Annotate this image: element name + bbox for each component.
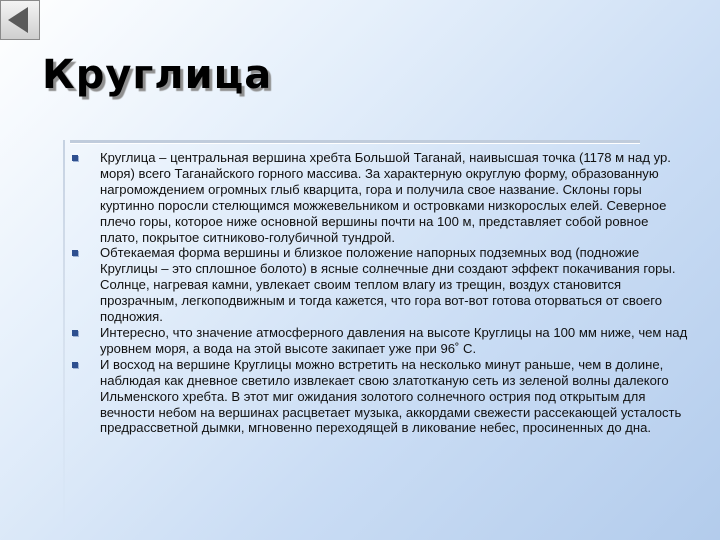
bullet-text: Круглица – центральная вершина хребта Большой Таганай, наивысшая точка (1178 м над ур. моря) всего Таганайского горного массива. За характерную округлую форму, образованную нагромождением огромных глыб кварцита, гора и получила свое название. Склоны горы куртинно поросли стелющимся можжевельником и островками низкорослых елей. Северное плечо горы, которое ниже основной вершины почти на 100 м, представляет собой ровное плато, покрытое ситниково-голубичной тундрой. bbox=[100, 150, 671, 245]
bullet-text: Обтекаемая форма вершины и близкое положение напорных подземных вод (подножие Круглицы – это сплошное болото) в ясные солнечные дни создают эффект покачивания горы. Солнце, нагревая камни, увлекает своим теплом влагу из трещин, воздух становится прозрачным, легкоподвижным и тогда кажется, что гора вот-вот готова оторваться от своего подножия. bbox=[100, 245, 676, 325]
list-item bbox=[72, 150, 690, 245]
left-divider bbox=[63, 140, 65, 530]
bullet-text: Интересно, что значение атмосферного давления на высоте Круглицы на 100 мм ниже, чем над уровнем моря, а вода на этой высоте закипает уже при 96˚ С. bbox=[100, 324, 688, 356]
page-title: Круглица bbox=[42, 52, 273, 98]
back-arrow-icon bbox=[8, 7, 28, 33]
list-item bbox=[72, 245, 690, 325]
list-item bbox=[72, 357, 690, 437]
bullet-square-icon bbox=[72, 362, 78, 368]
title-divider bbox=[70, 140, 640, 144]
bullet-text: И восход на вершине Круглицы можно встретить на несколько минут раньше, чем в долине, наблюдая как дневное светило извлекает свою златотканую сеть из зеленой волны далекого Ильменского хребта. В этот миг ожидания золотого солнечного острия под открытым для вечности небом на вершинах расцветает музыка, аккордами свежести рассекающей усталость предрассветной дымки, мгновенно переходящей в ликование небес, просиненных до дна. bbox=[100, 356, 682, 436]
bullet-square-icon bbox=[72, 250, 78, 256]
bullet-square-icon bbox=[72, 155, 78, 161]
list-item bbox=[72, 325, 690, 357]
bullet-list bbox=[72, 150, 690, 436]
back-button[interactable] bbox=[0, 0, 40, 40]
bullet-square-icon bbox=[72, 330, 78, 336]
